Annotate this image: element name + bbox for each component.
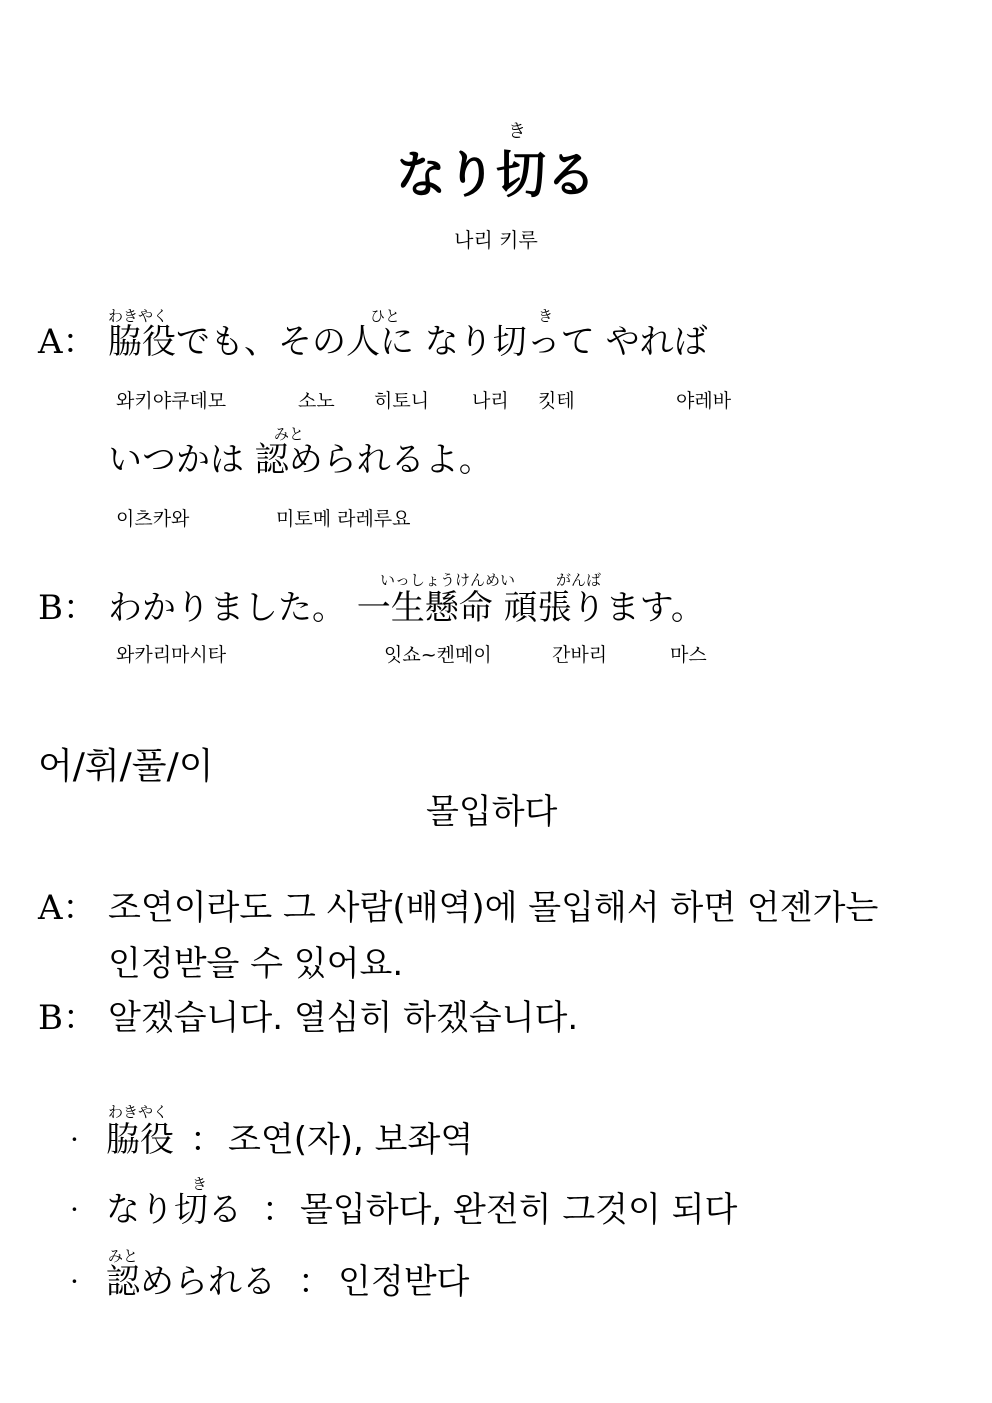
vocab-3-sep: ： [298, 1262, 332, 1302]
pron-b1-2: 간바리 [552, 644, 608, 666]
pron-b1-1: 잇쇼~켄메이 [384, 644, 492, 666]
vocab-2-sep: ： [262, 1190, 296, 1230]
pron-a2-0: 이츠카와 [116, 508, 190, 530]
vocab-2-term: なり切る [106, 1190, 242, 1230]
vocab-3-meaning: 인정받다 [338, 1262, 470, 1302]
dialogue-a-line1: 脇役でも、その人に なり切って やれば [108, 322, 708, 362]
ruby-hito: ひと [370, 307, 401, 325]
dialogue-b-line1: わかりました。 一生懸命 頑張ります。 [108, 588, 705, 628]
title-ruby: き [508, 121, 526, 142]
vocab-heading: 어/휘/풀/이 [38, 746, 214, 787]
pron-a2-1: 미토메 라레루요 [276, 508, 411, 530]
vocab-3-term: 認められる [106, 1262, 276, 1302]
pron-b1-3: 마스 [670, 644, 707, 666]
vocab-2-meaning: 몰입하다, 완전히 그것이 되다 [300, 1190, 738, 1230]
translation-a-line1: 조연이라도 그 사람(배역)에 몰입해서 하면 언젠가는 [108, 888, 879, 928]
vocab-1-sep: ： [190, 1120, 224, 1160]
ruby-wakiyaku: わきやく [108, 307, 169, 325]
pron-a1-4: 킷테 [538, 390, 575, 412]
vocab-2-bullet: · [70, 1193, 79, 1226]
ruby-ki: き [538, 307, 554, 325]
vocab-1-meaning: 조연(자), 보좌역 [228, 1120, 474, 1160]
pron-a1-5: 야레바 [676, 390, 732, 412]
pron-a1-2: 히토니 [374, 390, 430, 412]
pron-a1-0: 와키야쿠데모 [116, 390, 227, 412]
translation-a-line2: 인정받을 수 있어요. [108, 944, 404, 984]
ruby-ganba: がんば [556, 571, 602, 589]
speaker-a: A： [38, 322, 97, 362]
vocab-3-bullet: · [70, 1265, 79, 1298]
translation-b-line1: 알겠습니다. 열심히 하겠습니다. [108, 998, 579, 1038]
vocab-1-bullet: · [70, 1123, 79, 1156]
vocab-subtitle: 몰입하다 [426, 792, 558, 832]
ruby-mito: みと [274, 425, 305, 443]
translation-speaker-a: A： [38, 888, 97, 928]
speaker-b: B： [38, 588, 97, 628]
pron-b1-0: 와카리마시타 [116, 644, 227, 666]
vocab-1-ruby: わきやく [108, 1103, 169, 1121]
vocab-3-ruby: みと [108, 1247, 139, 1265]
pron-a1-1: 소노 [298, 390, 335, 412]
ruby-isshoukenmei: いっしょうけんめい [380, 571, 516, 589]
translation-speaker-b: B： [38, 998, 97, 1038]
vocab-1-term: 脇役 [106, 1120, 174, 1160]
pron-a1-3: 나리 [472, 390, 509, 412]
dialogue-a-line2: いつかは 認められるよ。 [108, 440, 493, 480]
page-title: なり切る [396, 145, 596, 204]
title-reading: 나리 키루 [454, 228, 538, 252]
vocab-2-ruby: き [192, 1175, 208, 1193]
